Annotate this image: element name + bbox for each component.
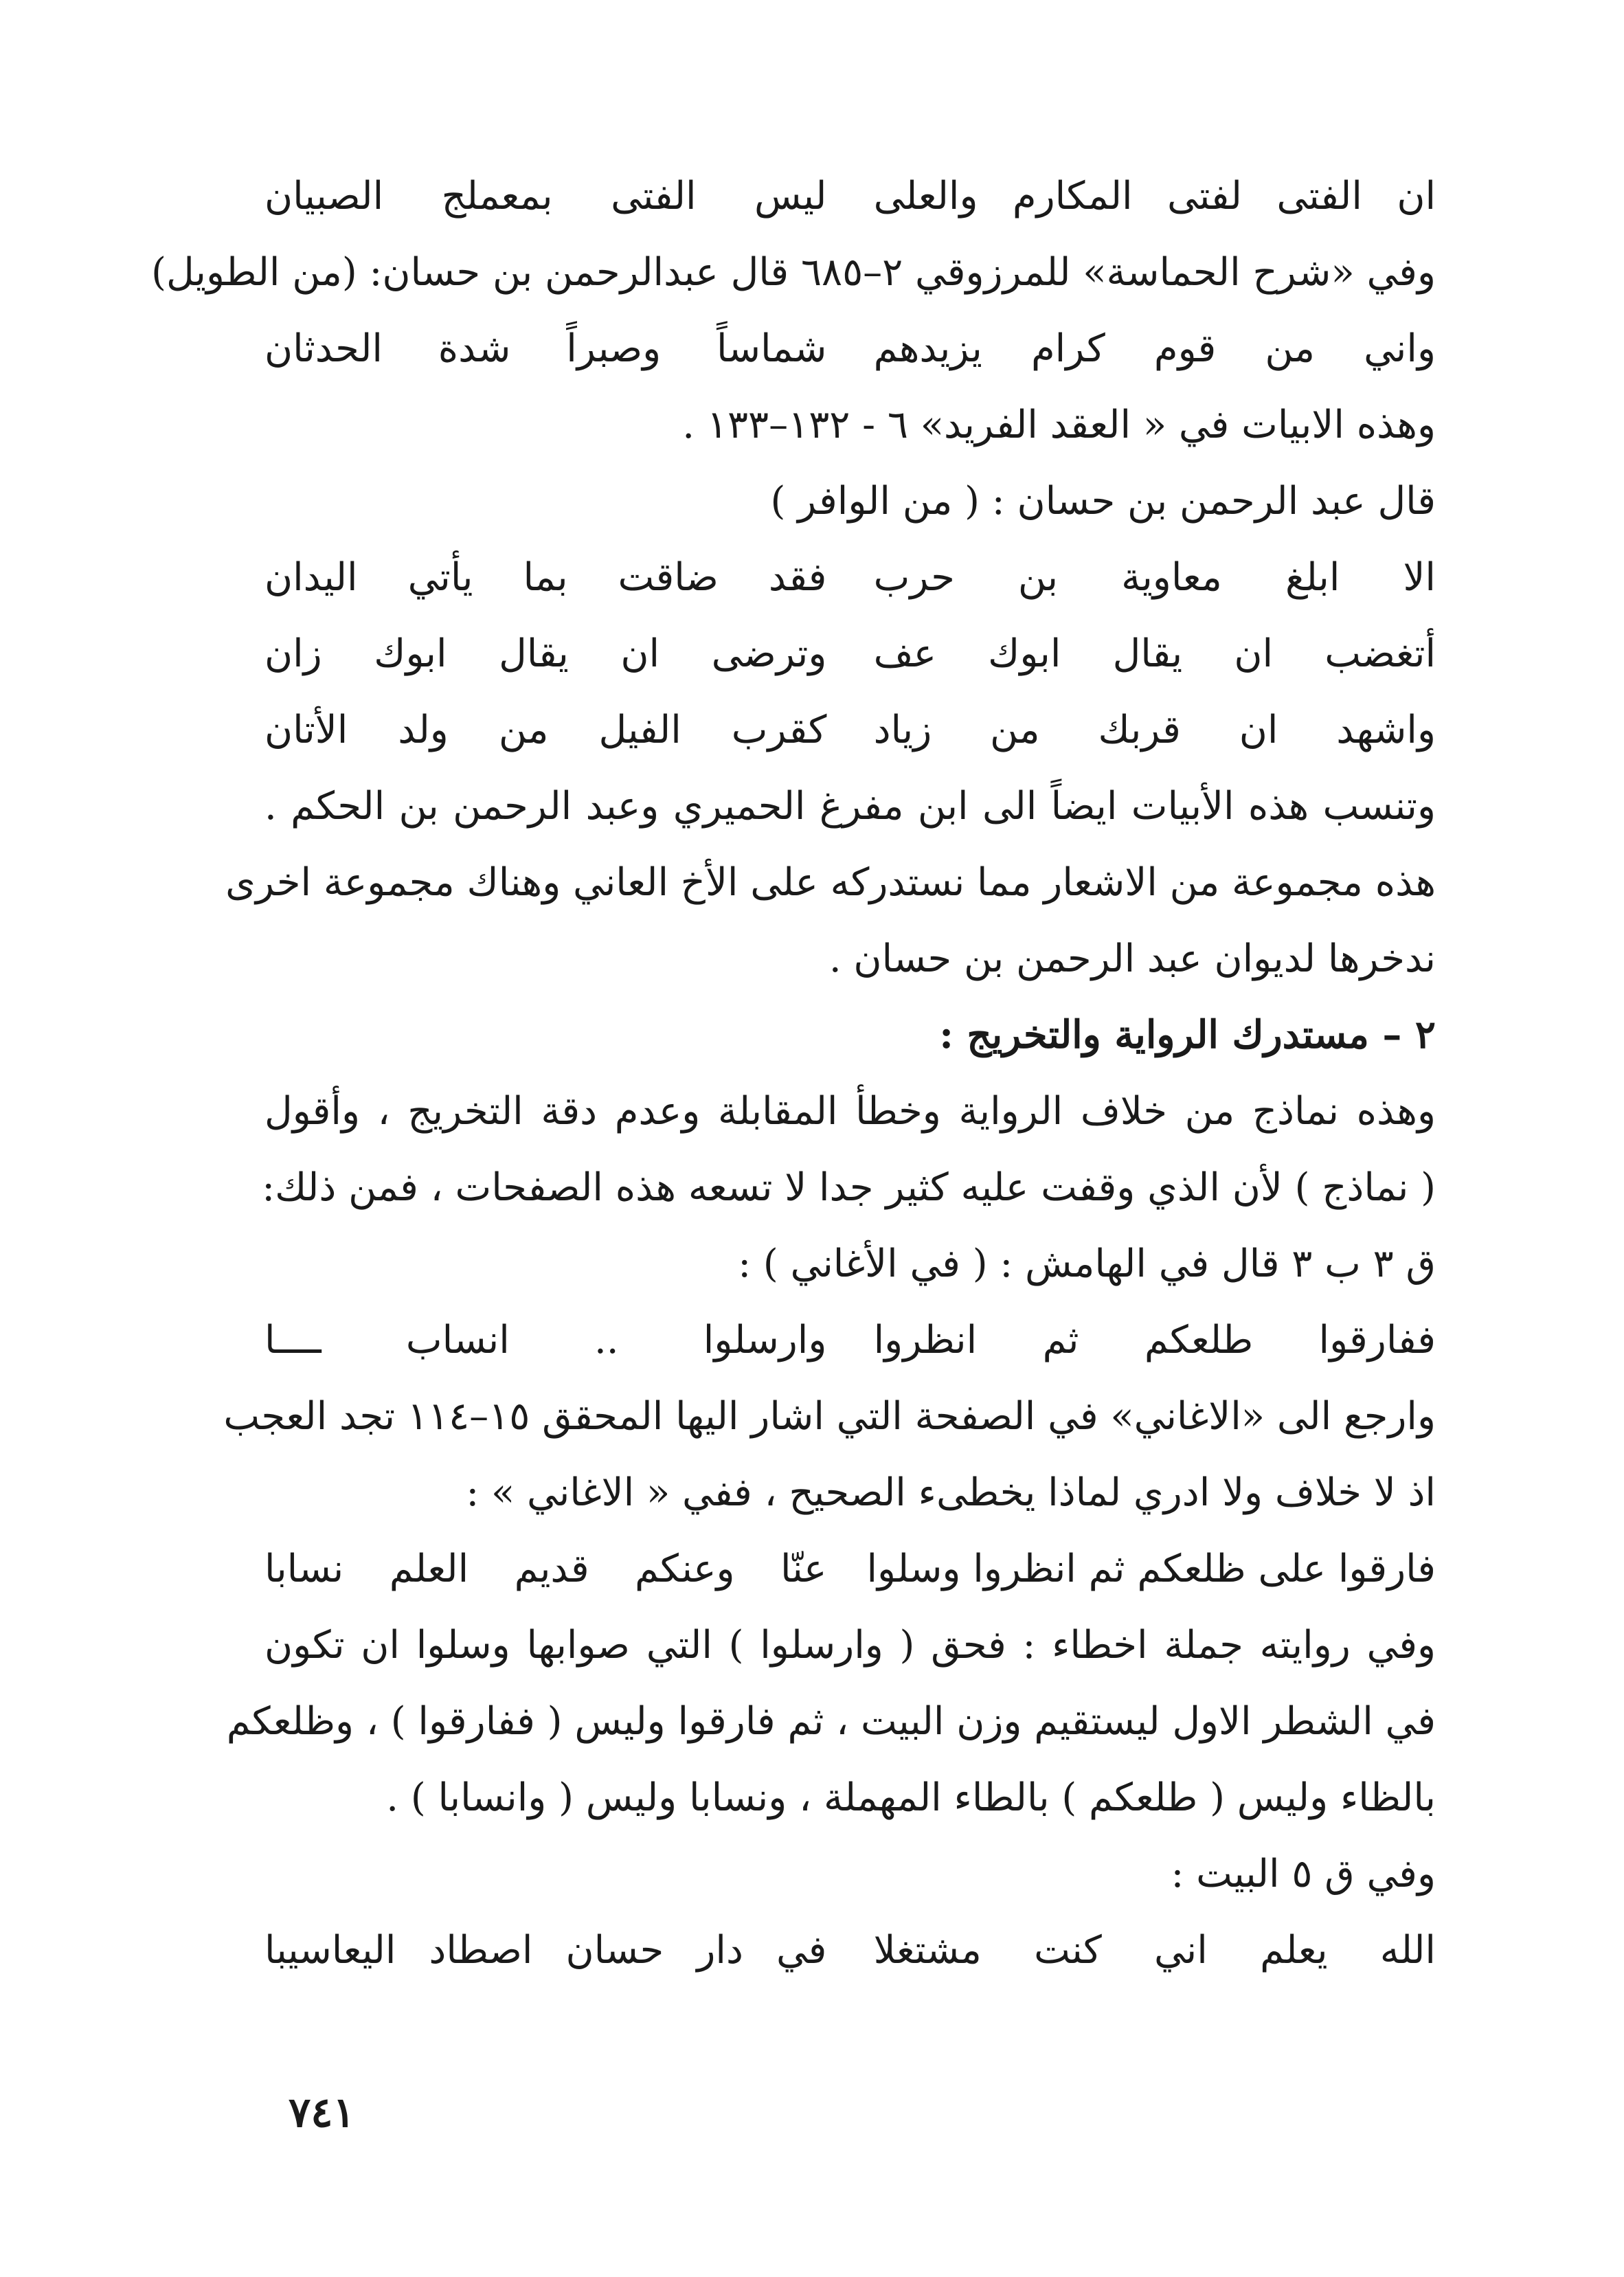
text-line: وفي ق ٥ البيت : (1171, 1852, 1436, 1896)
text-line: وفي روايته جملة اخطاء : فحق ( وارسلوا ) التي صوابها وسلوا ان تكون (264, 1623, 1436, 1668)
verse-second-hemistich: في دار حسان اصطاد اليعاسيبا (264, 1928, 827, 1973)
verse-line (264, 539, 1436, 616)
verse-second-hemistich: شماساً وصبراً شدة الحدثان (264, 326, 827, 371)
text-line: وفي «شرح الحماسة» للمرزوقي ٢–٦٨٥ قال عبدالرحمن بن حسان: (من الطويل) (151, 250, 1436, 295)
text-line: ندخرها لديوان عبد الرحمن بن حسان . (828, 936, 1436, 981)
text-line: وهذه الابيات في « العقد الفريد» ٦ - ١٣٢–١٣٣ . (682, 403, 1436, 447)
verse-second-hemistich: فقد ضاقت بما يأتي اليدان (264, 555, 827, 600)
page-number: ٧٤١ (289, 2089, 355, 2137)
text-line: وارجع الى «الاغاني» في الصفحة التي اشار اليها المحقق ١٥–١١٤ تجد العجب (223, 1394, 1436, 1439)
verse-first-hemistich: ان الفتى لفتى المكارم والعلى (873, 174, 1436, 218)
text-line: ( نماذج ) لأن الذي وقفت عليه كثير جدا لا تسعه هذه الصفحات ، فمن ذلك: (262, 1165, 1436, 1210)
text-line: في الشطر الاول ليستقيم وزن البيت ، ثم فارقوا وليس ( ففارقوا ) ، وظلعكم (226, 1699, 1436, 1744)
verse-line (264, 1912, 1436, 1988)
text-line: وهذه نماذج من خلاف الرواية وخطأ المقابلة وعدم دقة التخريج ، وأقول (264, 1089, 1436, 1134)
verse-second-hemistich: وترضى ان يقال ابوك زان (264, 631, 827, 676)
page-text (151, 158, 1436, 1988)
verse-line (264, 692, 1436, 768)
verse-line (264, 158, 1436, 234)
verse-line (264, 1531, 1436, 1607)
text-line: وتنسب هذه الأبيات ايضاً الى ابن مفرغ الحميري وعبد الرحمن بن الحكم . (264, 784, 1436, 829)
text-line: ق ٣ ب ٣ قال في الهامش : ( في الأغاني ) : (738, 1242, 1436, 1286)
text-line: بالظاء وليس ( طلعكم ) بالطاء المهملة ، ونسابا وليس ( وانسابا ) . (386, 1775, 1436, 1820)
text-line: اذ لا خلاف ولا ادري لماذا يخطىء الصحيح ، ففي « الاغاني » : (466, 1470, 1436, 1515)
text-line: هذه مجموعة من الاشعار مما نستدركه على الأخ العاني وهناك مجموعة اخرى (225, 860, 1436, 905)
verse-second-hemistich: عنّا وعنكم قديم العلم نسابا (264, 1547, 827, 1591)
verse-line (264, 1302, 1436, 1378)
verse-first-hemistich: ففارقوا طلعكم ثم انظروا (873, 1318, 1436, 1362)
verse-first-hemistich: الا ابلغ معاوية بن حرب (873, 555, 1436, 600)
verse-second-hemistich: ليس الفتى بمعملج الصبيان (264, 174, 827, 218)
verse-second-hemistich: كقرب الفيل من ولد الأتان (264, 708, 827, 752)
verse-first-hemistich: أتغضب ان يقال ابوك عف (873, 631, 1436, 676)
verse-first-hemistich: فارقوا على ظلعكم ثم انظروا وسلوا (866, 1547, 1436, 1591)
verse-first-hemistich: واشهد ان قربك من زياد (873, 708, 1436, 752)
section-heading: ٢ – مستدرك الرواية والتخريج : (939, 1012, 1436, 1057)
verse-second-hemistich: وارسلوا .. انساب ــــا (264, 1318, 827, 1362)
text-line: قال عبد الرحمن بن حسان : ( من الوافر ) (770, 479, 1436, 524)
verse-line (264, 311, 1436, 387)
verse-line (264, 616, 1436, 692)
verse-first-hemistich: الله يعلم اني كنت مشتغلا (873, 1928, 1436, 1973)
verse-first-hemistich: واني من قوم كرام يزيدهم (873, 326, 1436, 371)
